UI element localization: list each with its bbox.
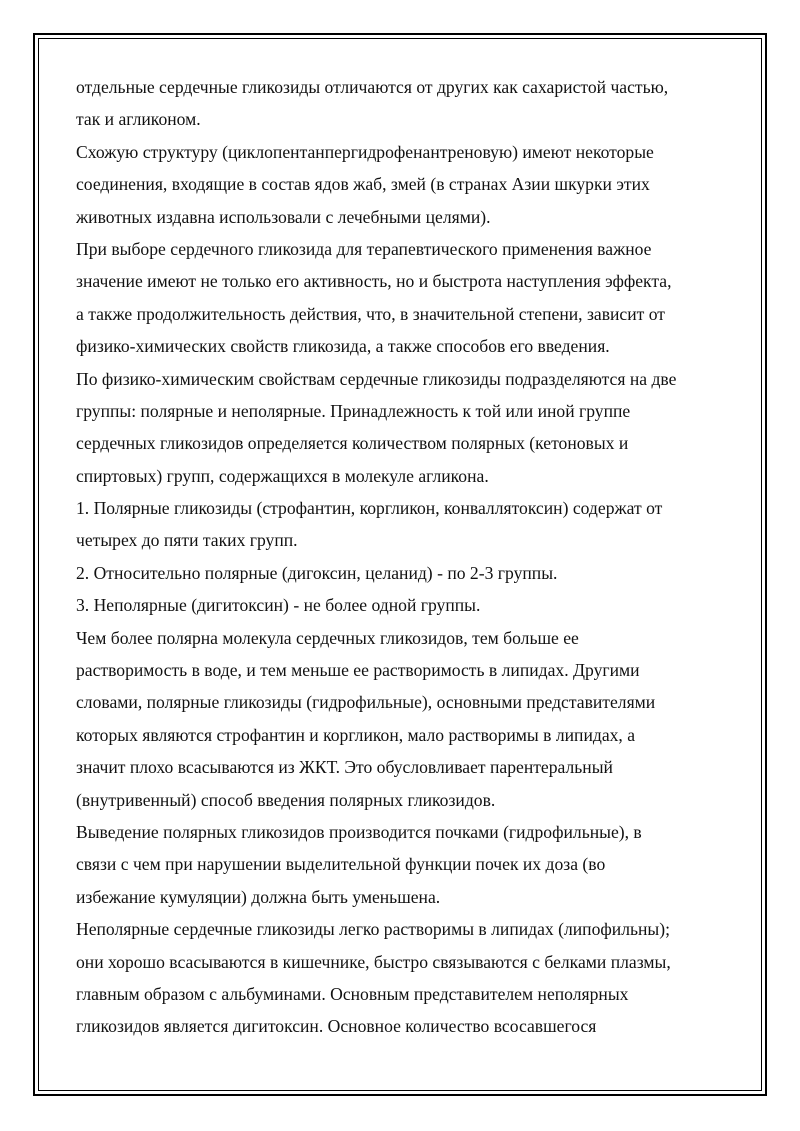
- text-line: главным образом с альбуминами. Основным представителем неполярных: [76, 983, 629, 1004]
- text-line: животных издавна использовали с лечебными целями).: [76, 206, 491, 227]
- text-line: сердечных гликозидов определяется количеством полярных (кетоновых и: [76, 433, 629, 454]
- text-line: растворимость в воде, и тем меньше ее растворимость в липидах. Другими: [76, 660, 640, 681]
- text-line: соединения, входящие в состав ядов жаб, змей (в странах Азии шкурки этих: [76, 174, 650, 195]
- text-line: Схожую структуру (циклопентанпергидрофенантреновую) имеют некоторые: [76, 141, 654, 162]
- text-line: группы: полярные и неполярные. Принадлежность к той или иной группе: [76, 400, 631, 421]
- text-line: физико-химических свойств гликозида, а также способов его введения.: [76, 336, 610, 357]
- text-line: избежание кумуляции) должна быть уменьшена.: [76, 886, 441, 907]
- text-line: По физико-химическим свойствам сердечные гликозиды подразделяются на две: [76, 368, 677, 389]
- document-body: [76, 71, 736, 1043]
- text-line: которых являются строфантин и коргликон, мало растворимы в липидах, а: [76, 724, 636, 745]
- text-line: отдельные сердечные гликозиды отличаются от других как сахаристой частью,: [76, 77, 669, 97]
- text-line: четырех до пяти таких групп.: [76, 530, 298, 551]
- text-line: Неполярные сердечные гликозиды легко растворимы в липидах (липофильны);: [76, 919, 670, 940]
- text-line: (внутривенный) способ введения полярных гликозидов.: [76, 789, 496, 810]
- text-line: а также продолжительность действия, что, в значительной степени, зависит от: [76, 303, 665, 324]
- text-line: 3. Неполярные (дигитоксин) - не более одной группы.: [76, 595, 481, 616]
- text-line: связи с чем при нарушении выделительной функции почек их доза (во: [76, 854, 606, 875]
- text-line: словами, полярные гликозиды (гидрофильные), основными представителями: [76, 692, 656, 713]
- text-line: так и агликоном.: [76, 109, 201, 130]
- text-line: они хорошо всасываются в кишечнике, быстро связываются с белками плазмы,: [76, 951, 671, 972]
- text-line: гликозидов является дигитоксин. Основное количество всосавшегося: [76, 1016, 597, 1037]
- text-line: 1. Полярные гликозиды (строфантин, коргликон, конваллятоксин) содержат от: [76, 498, 663, 519]
- text-line: значит плохо всасываются из ЖКТ. Это обусловливает парентеральный: [76, 757, 613, 778]
- text-line: При выборе сердечного гликозида для терапевтического применения важное: [76, 238, 652, 259]
- text-line: 2. Относительно полярные (дигоксин, целанид) - по 2-3 группы.: [76, 562, 558, 583]
- text-line: значение имеют не только его активность, но и быстрота наступления эффекта,: [76, 271, 672, 292]
- text-line: Выведение полярных гликозидов производится почками (гидрофильные), в: [76, 821, 642, 842]
- text-line: Чем более полярна молекула сердечных гликозидов, тем больше ее: [76, 627, 579, 648]
- text-line: спиртовых) групп, содержащихся в молекуле агликона.: [76, 465, 489, 486]
